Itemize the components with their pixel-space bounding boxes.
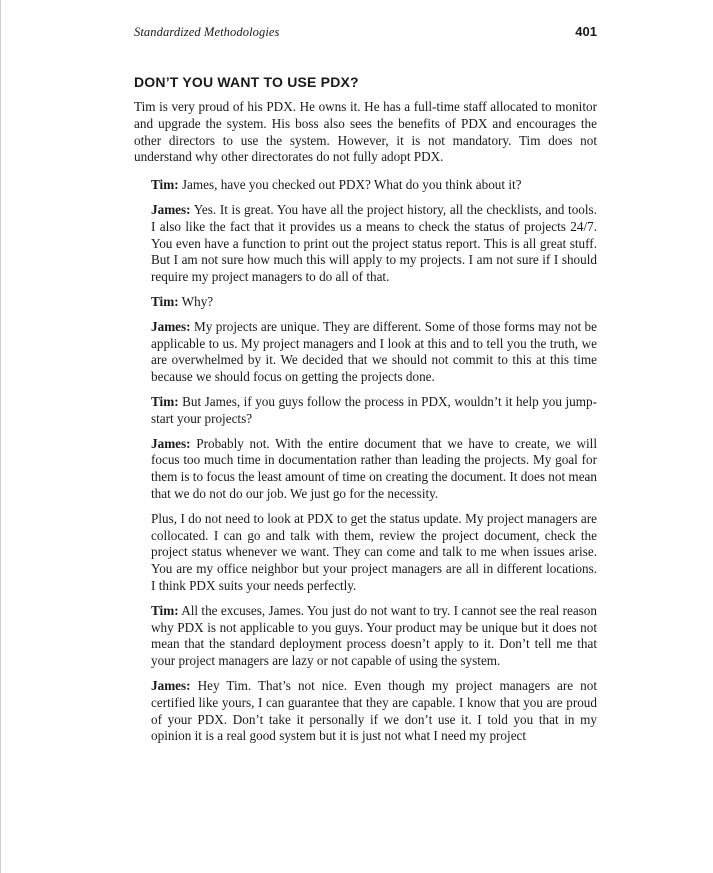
dialogue-paragraph (151, 436, 597, 503)
dialogue-paragraph (151, 394, 597, 428)
speaker-label: James: (151, 318, 191, 334)
dialogue-paragraph (151, 678, 597, 745)
dialogue-text: James, have you checked out PDX? What do you think about it? (178, 177, 522, 193)
dialogue-paragraph (151, 511, 597, 595)
running-header (134, 24, 597, 44)
dialogue-text: My projects are unique. They are different. Some of those forms may not be applicable to us. My project managers and I look at this and to tell you the truth, we are overwhelmed by it. We decided that we should not commit to this at this time because we should focus on getting the projects done. (151, 318, 597, 385)
dialogue-block (151, 177, 597, 745)
dialogue-paragraph (151, 177, 597, 194)
dialogue-text: Probably not. With the entire document that we have to create, we will focus too much time in documentation rather than leading the projects. My goal for them is to focus the least amount of time on creating the document. It does not mean that we do not do our job. We just go for the necessity. (151, 435, 597, 501)
speaker-label: James: (151, 201, 191, 217)
dialogue-paragraph (151, 319, 597, 386)
dialogue-text: Yes. It is great. You have all the project history, all the checklists, and tools. I also like the fact that it provides us a means to check the status of projects 24/7. You even have a function to print out the project status report. This is all great stuff. But I am not sure how much this will apply to my projects. I am not sure if I should require my project managers to do all of that. (151, 201, 597, 285)
speaker-label: James: (151, 435, 191, 451)
speaker-label: Tim: (151, 177, 179, 193)
dialogue-paragraph (151, 603, 597, 670)
speaker-label: Tim: (151, 602, 179, 618)
dialogue-text: Hey Tim. That’s not nice. Even though my project managers are not certified like yours, I can guarantee that they are capable. I know that you are proud of your PDX. Don’t take it personally if we don’t use it. I told you that in my opinion it is a real good system but it is just not what I need my project (151, 677, 597, 744)
running-title: Standardized Methodologies (134, 25, 280, 39)
dialogue-text: Plus, I do not need to look at PDX to get the status update. My project managers are collocated. I can go and talk with them, review the project document, check the project status whenever we want. They can come and talk to me when issues arise. You are my office neighbor but your project managers are all in different locations. I think PDX suits your needs perfectly. (151, 510, 597, 593)
dialogue-text: But James, if you guys follow the process in PDX, wouldn’t it help you jump-start your projects? (151, 393, 597, 426)
book-page (134, 24, 597, 753)
section-heading: DON’T YOU WANT TO USE PDX? (134, 74, 359, 90)
dialogue-paragraph (151, 294, 597, 311)
page-number: 401 (575, 24, 597, 39)
dialogue-paragraph (151, 202, 597, 286)
dialogue-text: Why? (178, 293, 214, 309)
dialogue-text: All the excuses, James. You just do not want to try. I cannot see the real reason why PDX is not applicable to you guys. Your product may be unique but it does not mean that the standard deployment process doesn’t apply to it. Don’t tell me that your project managers are lazy or not capable of using the system. (151, 602, 597, 669)
speaker-label: Tim: (151, 293, 179, 309)
speaker-label: James: (151, 677, 191, 693)
intro-paragraph: Tim is very proud of his PDX. He owns it. He has a full-time staff allocated to monitor and upgrade the system. His boss also sees the benefits of PDX and encourages the other directors to use the system. However, it is not mandatory. Tim does not understand why other directorates do not fully adopt PDX. (134, 99, 597, 165)
page-edge-rule (0, 0, 1, 873)
speaker-label: Tim: (151, 393, 179, 409)
